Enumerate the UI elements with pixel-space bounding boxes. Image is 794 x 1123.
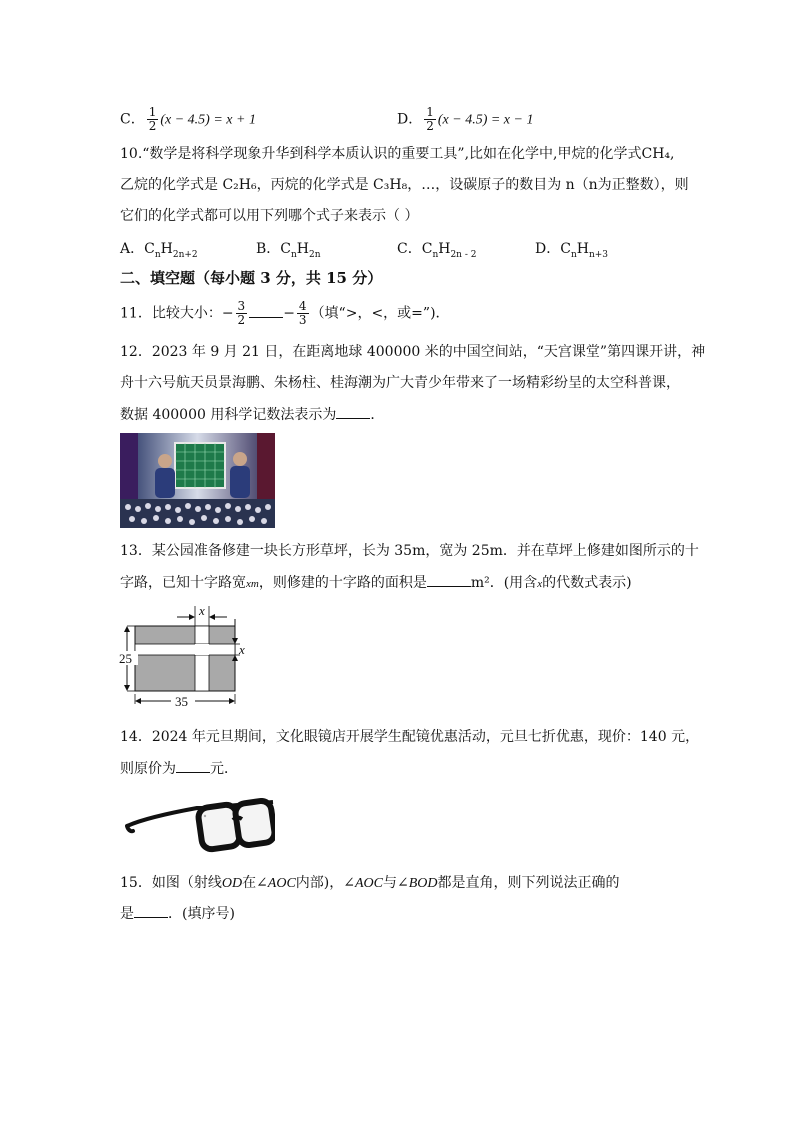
q13-text: ，则修建的十字路的面积是 — [258, 575, 427, 591]
q12-line-3 — [120, 404, 384, 424]
q15-math: AOC — [355, 876, 383, 891]
q15-math: AOC — [267, 876, 296, 891]
answer-blank[interactable] — [249, 303, 283, 318]
q12-line-2: 舟十六号航天员景海鹏、朱杨柱、桂海潮为广大青少年带来了一场精彩纷呈的太空科普课， — [120, 375, 680, 391]
fraction — [147, 106, 159, 133]
q9-option-d — [397, 106, 533, 133]
subscript: 2n — [309, 249, 321, 260]
fraction — [236, 300, 248, 327]
q15-math: OD — [221, 876, 243, 891]
q13-line-2 — [120, 572, 632, 592]
q10-line-3: 它们的化学式都可以用下列哪个式子来表示（ ） — [120, 208, 419, 224]
minus-sign: − — [283, 305, 295, 322]
fraction — [424, 106, 436, 133]
q15-text: 都是直角，则下列说法正确的 — [437, 875, 620, 891]
denominator: 2 — [237, 313, 246, 327]
fig-label-x-top: x — [199, 604, 205, 618]
numerator: 4 — [298, 299, 307, 313]
answer-blank[interactable] — [176, 758, 210, 773]
q15-line-1 — [120, 872, 620, 892]
answer-blank[interactable] — [134, 903, 168, 918]
q13-text: m²．(用含 — [470, 575, 538, 591]
subscript: n — [154, 249, 161, 260]
q13-var: x — [537, 578, 543, 590]
q10-option-c — [397, 238, 476, 260]
element: H — [576, 241, 589, 257]
denominator: 3 — [298, 313, 307, 327]
option-label: B．C — [256, 241, 291, 257]
glasses-icon — [125, 798, 275, 858]
q14-line-2 — [120, 758, 238, 778]
q12-text: 数据 400000 用科学记数法表示为 — [120, 407, 337, 423]
denominator: 2 — [148, 119, 157, 133]
numerator: 3 — [237, 299, 246, 313]
q10-line-1: 10.“数学是将科学现象升华到科学本质认识的重要工具”,比如在化学中,甲烷的化学式CH₄, — [120, 146, 675, 162]
q14-text: 则原价为 — [120, 761, 176, 777]
fraction — [297, 300, 309, 327]
element: H — [160, 241, 173, 257]
equation: (x − 4.5) = x + 1 — [160, 112, 256, 128]
q15-math: BOD — [408, 876, 438, 891]
option-label: D．C — [535, 241, 571, 257]
q12-end: ． — [370, 407, 385, 423]
lawn-road-figure — [115, 604, 250, 708]
denominator: 2 — [426, 119, 434, 133]
option-label: C．C — [397, 241, 433, 257]
numerator: 1 — [148, 105, 157, 119]
option-label: A．C — [120, 241, 155, 257]
q15-text: 内部)，∠ — [295, 875, 355, 891]
option-label: C． — [120, 111, 145, 128]
q13-var: xm — [246, 578, 259, 590]
q15-text: 是 — [120, 906, 134, 922]
q11-suffix: （填“>，<，或=”)． — [310, 305, 450, 322]
q15-text: ．(填序号) — [168, 906, 235, 922]
subscript: 2n+2 — [172, 249, 198, 260]
space-classroom-photo — [120, 433, 275, 528]
element: H — [296, 241, 310, 257]
q12-line-1: 12．2023 年 9 月 21 日，在距离地球 400000 米的中国空间站，“天宫课堂”第四课开讲，神 — [120, 344, 706, 360]
q15-line-2 — [120, 903, 235, 923]
q10-option-d — [535, 238, 608, 260]
q15-text: 与∠ — [383, 875, 409, 891]
q15-text: 15．如图（射线 — [120, 875, 222, 891]
section-title: 二、填空题（每小题 3 分，共 15 分） — [120, 269, 383, 287]
q15-text: 在∠ — [242, 875, 268, 891]
q13-text: 字路，已知十字路宽 — [120, 575, 246, 591]
q10-option-b — [256, 238, 321, 260]
answer-blank[interactable] — [427, 572, 471, 587]
q9-option-c — [120, 106, 256, 133]
subscript: 2n - 2 — [450, 249, 477, 260]
q10-line-2: 乙烷的化学式是 C₂H₆，丙烷的化学式是 C₃H₈，…，设碳原子的数目为 n（n为正整数），则 — [120, 177, 689, 193]
numerator: 1 — [426, 105, 434, 119]
q11-prefix: 11．比较大小：− — [120, 305, 234, 322]
fig-label-x-right: x — [239, 642, 245, 657]
q11 — [120, 300, 450, 327]
subscript: n+3 — [588, 249, 609, 260]
element: H — [438, 241, 451, 257]
q13-text: 的代数式表示) — [542, 575, 632, 591]
option-label: D． — [397, 111, 423, 128]
q14-text: 元． — [210, 761, 238, 777]
fig-label-25: 25 — [119, 651, 132, 666]
subscript: n — [570, 249, 577, 260]
answer-blank[interactable] — [336, 404, 370, 419]
q10-option-a — [120, 238, 198, 260]
q13-line-1: 13．某公园准备修建一块长方形草坪，长为 35m，宽为 25m．并在草坪上修建如图所示的十 — [120, 543, 699, 559]
subscript: n — [291, 249, 297, 260]
fig-label-35: 35 — [175, 694, 188, 708]
q14-line-1: 14．2024 年元旦期间，文化眼镜店开展学生配镜优惠活动，元旦七折优惠，现价：140 元， — [120, 729, 700, 745]
subscript: n — [432, 249, 439, 260]
equation: (x − 4.5) = x − 1 — [437, 112, 534, 128]
